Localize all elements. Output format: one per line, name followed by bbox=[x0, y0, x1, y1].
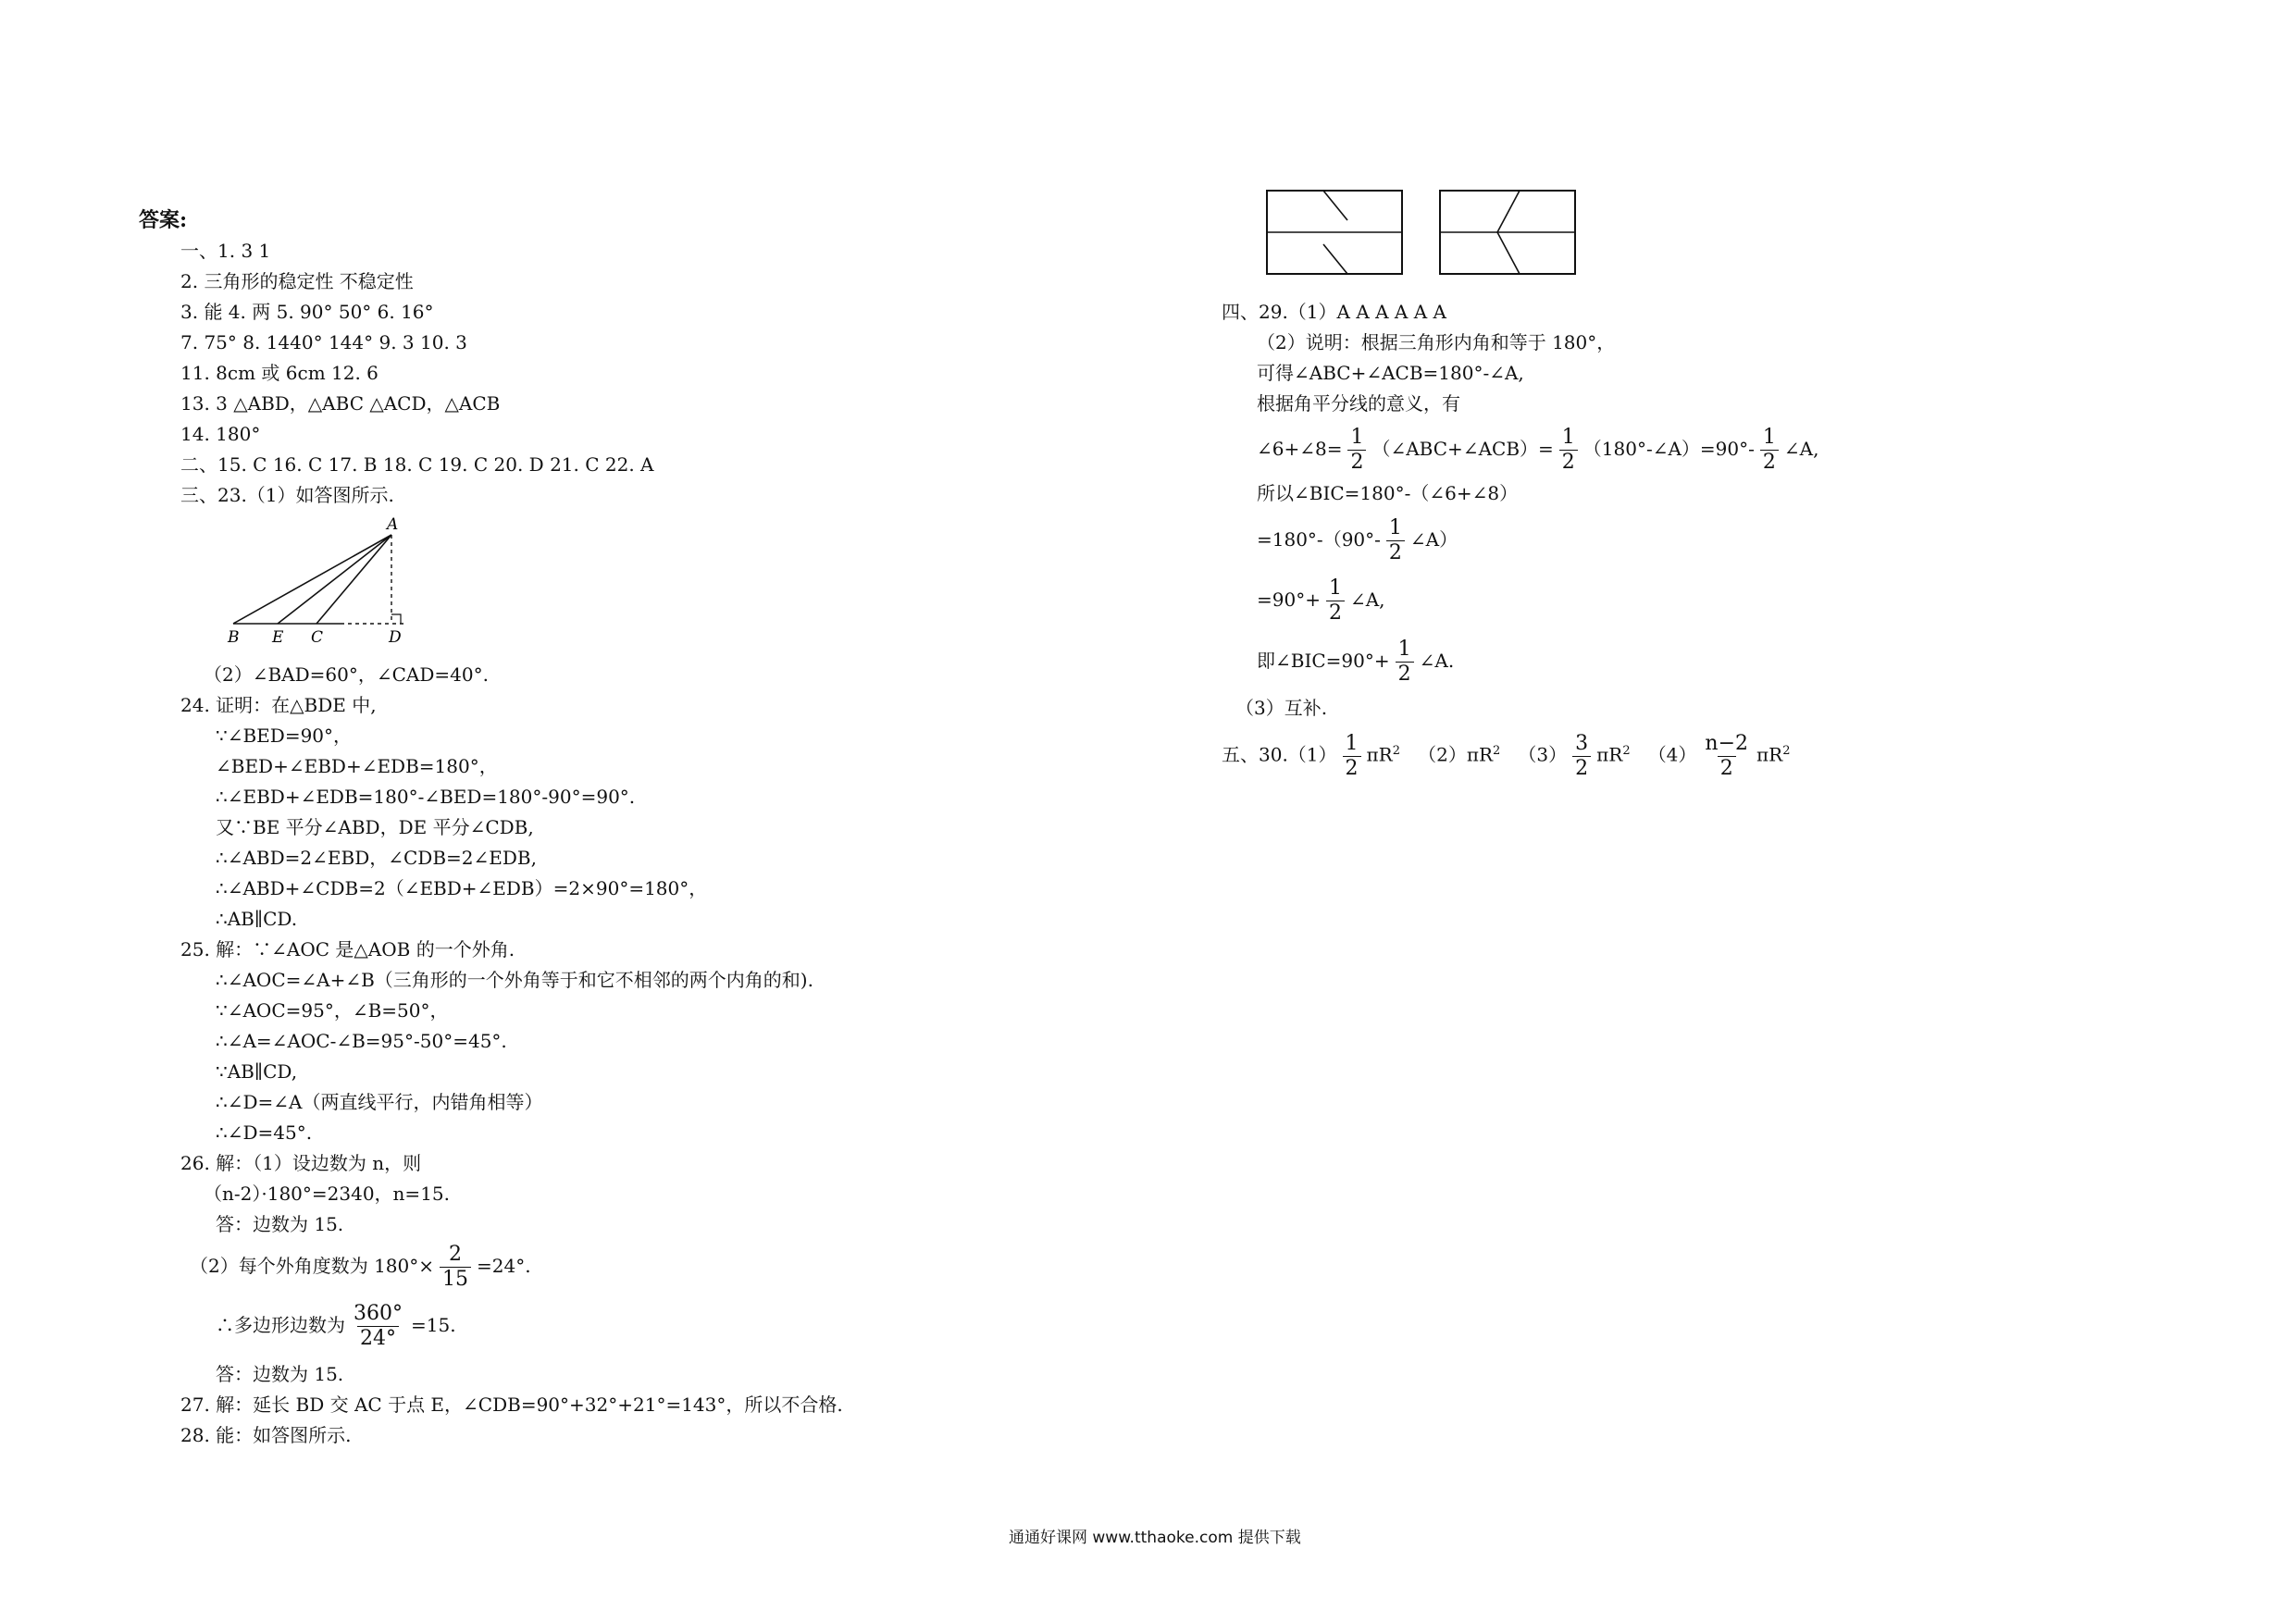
answers-heading: 答案: bbox=[139, 208, 188, 232]
answer-line: ∠BED+∠EBD+∠EDB=180°， bbox=[216, 755, 498, 777]
answer-line: ∴∠D=45°. bbox=[216, 1121, 313, 1144]
label-B: B bbox=[228, 628, 240, 644]
answer-line-fraction: =90°+ $\frac{1}{2}$ ∠A, bbox=[1257, 576, 1385, 625]
answer-line-fraction: ∴多边形边数为 $\frac{360^\circ}{24^\circ}$ =15. bbox=[216, 1302, 456, 1350]
answer-line: ∴∠ABD=2∠EBD，∠CDB=2∠EDB, bbox=[216, 847, 537, 869]
rectangle-figures bbox=[1266, 189, 1581, 278]
answer-line: （n-2）·180°=2340，n=15. bbox=[204, 1183, 450, 1205]
answer-line: 答：边数为 15. bbox=[216, 1213, 344, 1235]
answer-line: ∵∠AOC=95°，∠B=50°， bbox=[216, 999, 449, 1022]
answer-line: 根据角平分线的意义，有 bbox=[1257, 392, 1460, 415]
label-E: E bbox=[272, 628, 284, 644]
answer-line: ∴∠A=∠AOC-∠B=95°-50°=45°. bbox=[216, 1030, 507, 1052]
answer-line: ∴∠EBD+∠EDB=180°-∠BED=180°-90°=90°. bbox=[216, 786, 636, 808]
answer-line-fraction: （2）每个外角度数为 180°× $\frac{2}{15}$ =24°. bbox=[190, 1243, 531, 1291]
answer-line: 二、15. C 16. C 17. B 18. C 19. C 20. D 21. C 22. A bbox=[180, 453, 654, 476]
answer-line: 25. 解：∵∠AOC 是△AOB 的一个外角. bbox=[180, 938, 515, 960]
answer-line: 答：边数为 15. bbox=[216, 1363, 344, 1385]
answer-line: 一、1. 3 1 bbox=[180, 240, 271, 262]
answer-line: 三、23.（1）如答图所示. bbox=[180, 484, 394, 506]
answer-line: 四、29.（1）A A A A A A bbox=[1222, 301, 1446, 323]
answer-line: 11. 8cm 或 6cm 12. 6 bbox=[180, 362, 379, 384]
answer-line: ∴∠AOC=∠A+∠B（三角形的一个外角等于和它不相邻的两个内角的和). bbox=[216, 969, 813, 991]
answer-line-fraction: 即∠BIC=90°+ $\frac{1}{2}$ ∠A. bbox=[1257, 638, 1455, 686]
triangle-figure bbox=[222, 514, 426, 644]
answer-line: ∴AB∥CD. bbox=[216, 908, 298, 930]
answer-line: 13. 3 △ABD，△ABC △ACD，△ACB bbox=[180, 392, 501, 415]
answer-line-fraction: ∠6+∠8= $\frac{1}{2}$ （∠ABC+∠ACB）= $\frac{1}{2}$ （180°-∠A）=90°- $\frac{1}{2}$ ∠A, bbox=[1257, 426, 1819, 474]
answer-line: 24. 证明：在△BDE 中, bbox=[180, 694, 377, 716]
answer-line-fraction: 五、30.（1） $\frac{1}{2}$ $\pi R^2$ $(2)\pi R^2$ （3） $\frac{3}{2}$ $\pi R^2$ （4） $\frac{n-2}{2}$ $\pi R^2$ bbox=[1222, 731, 1791, 780]
answer-line: 又∵BE 平分∠ABD，DE 平分∠CDB, bbox=[216, 816, 534, 838]
answer-line: 14. 180° bbox=[180, 423, 261, 445]
page-footer: 通通好课网 www.tthaoke.com 提供下载 bbox=[1009, 1529, 1301, 1547]
answer-line: 3. 能 4. 两 5. 90° 50° 6. 16° bbox=[180, 301, 434, 323]
answer-line: 28. 能：如答图所示. bbox=[180, 1424, 352, 1446]
answer-line: 2. 三角形的稳定性 不稳定性 bbox=[180, 270, 414, 292]
answer-line: 7. 75° 8. 1440° 144° 9. 3 10. 3 bbox=[180, 331, 467, 353]
label-A: A bbox=[387, 515, 399, 534]
answer-line: 26. 解：（1）设边数为 n，则 bbox=[180, 1152, 422, 1174]
answer-line: 所以∠BIC=180°-（∠6+∠8） bbox=[1257, 482, 1519, 504]
answer-line: 27. 解：延长 BD 交 AC 于点 E，∠CDB=90°+32°+21°=143°，所以不合格. bbox=[180, 1394, 843, 1416]
answer-line: （2）∠BAD=60°，∠CAD=40°. bbox=[204, 663, 489, 686]
label-D: D bbox=[389, 628, 402, 644]
answer-line: ∴∠D=∠A（两直线平行，内错角相等） bbox=[216, 1091, 543, 1113]
label-C: C bbox=[311, 628, 324, 644]
answer-line: ∵AB∥CD, bbox=[216, 1060, 298, 1083]
answer-line: （2）说明：根据三角形内角和等于 180°， bbox=[1257, 331, 1616, 353]
answer-line: ∵∠BED=90°， bbox=[216, 725, 353, 747]
answer-line: （3）互补. bbox=[1235, 697, 1328, 719]
answer-line: 可得∠ABC+∠ACB=180°-∠A, bbox=[1257, 362, 1524, 384]
answer-line: ∴∠ABD+∠CDB=2（∠EBD+∠EDB）=2×90°=180°， bbox=[216, 877, 708, 899]
answer-line-fraction: =180°-（90°- $\frac{1}{2}$ ∠A） bbox=[1257, 516, 1458, 564]
